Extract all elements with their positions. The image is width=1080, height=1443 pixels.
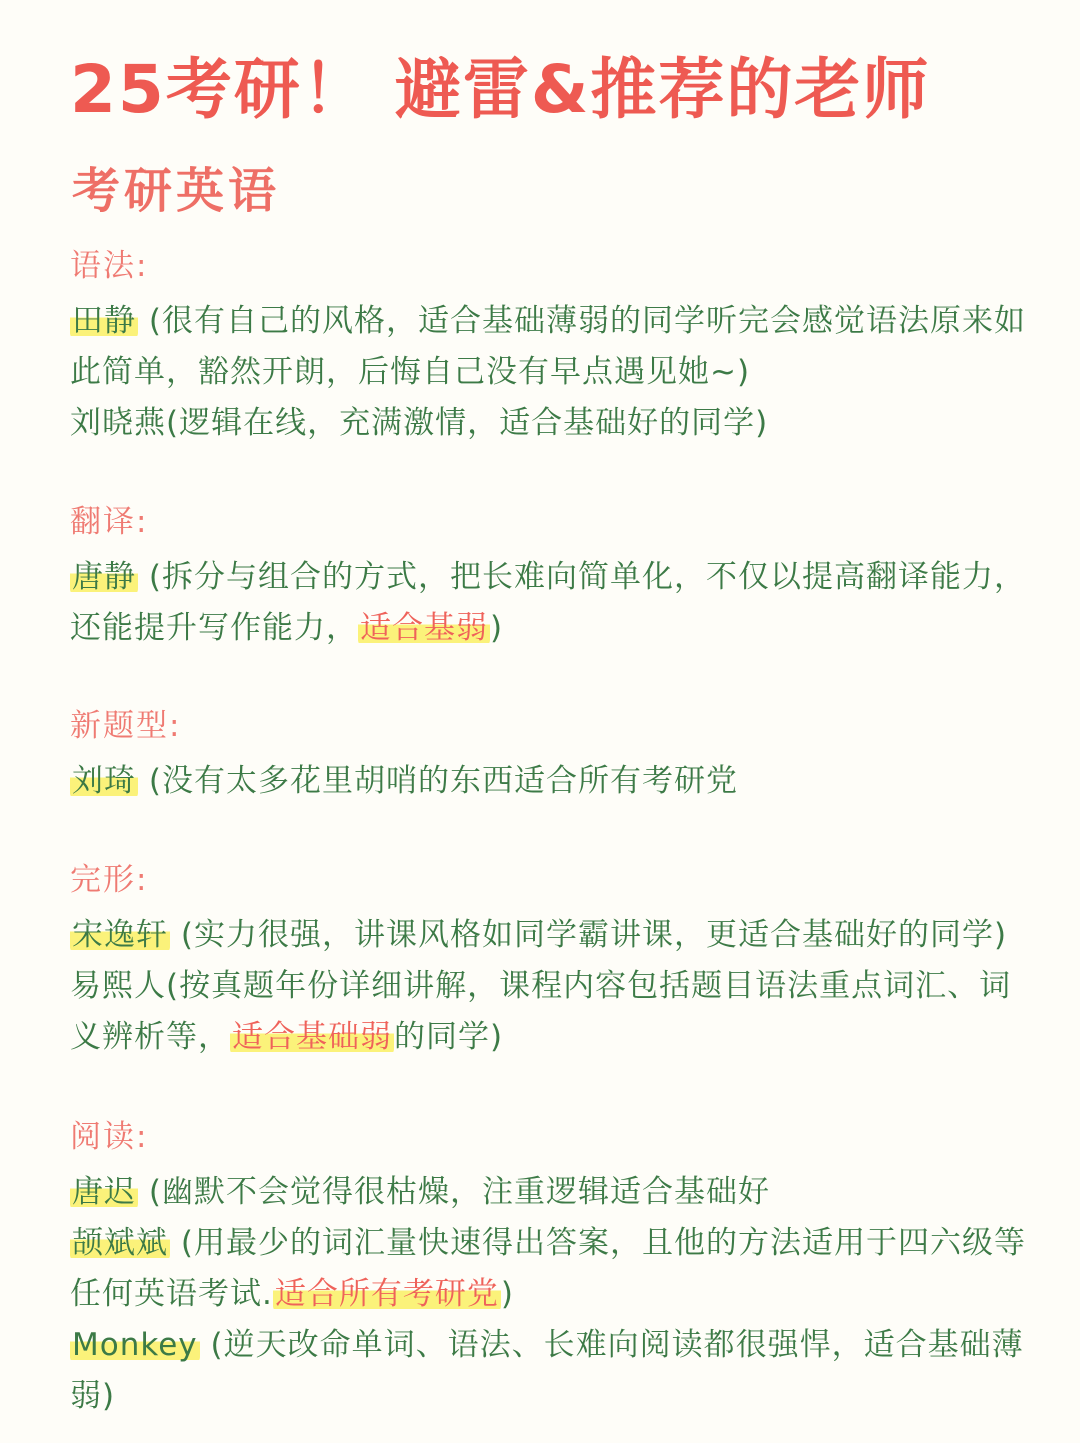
teacher-name: 刘琦 xyxy=(72,763,136,799)
teacher-name: 颉斌斌 xyxy=(72,1225,168,1261)
section-new-type xyxy=(70,704,1035,807)
teacher-comment: (用最少的词汇量快速得出答案，且他的方法适用于四六级等任何英语考试. xyxy=(70,1225,1026,1312)
section-translation xyxy=(70,500,1035,654)
teacher-entry xyxy=(70,296,1035,398)
highlight-tag: 适合所有考研党 xyxy=(274,1276,499,1312)
teacher-entry xyxy=(70,1218,1035,1320)
teacher-entry xyxy=(70,1167,1035,1218)
teacher-name: 唐静 xyxy=(72,559,136,595)
subject-title: 考研英语 xyxy=(72,163,281,219)
teacher-entry xyxy=(70,910,1035,1063)
page-title: 25考研！ 避雷&推荐的老师 xyxy=(70,51,931,128)
section-reading xyxy=(70,1115,1035,1422)
section-heading: 新题型: xyxy=(70,708,182,744)
teacher-entry xyxy=(70,756,1035,807)
teacher-entry xyxy=(70,552,1035,654)
section-cloze xyxy=(70,858,1035,1063)
teacher-name: 宋逸轩 xyxy=(72,917,168,953)
highlight-tag: 适合基础弱 xyxy=(232,1019,392,1055)
section-heading: 完形: xyxy=(70,862,149,898)
teacher-comment: (实力很强，讲课风格如同学霸讲课，更适合基础好的同学)易熙人(按真题年份详细讲解，课程内容包括题目语法重点词汇、词义辨析等， xyxy=(70,917,1012,1055)
section-heading: 翻译: xyxy=(70,504,149,540)
section-heading: 语法: xyxy=(70,248,149,284)
teacher-name: Monkey xyxy=(72,1327,198,1363)
section-grammar xyxy=(70,244,1035,449)
teacher-comment-end: ) xyxy=(490,610,504,646)
teacher-comment-end: 的同学) xyxy=(394,1019,504,1055)
teacher-comment: 刘晓燕(逻辑在线，充满激情，适合基础好的同学) xyxy=(70,405,769,441)
teacher-comment: (逆天改命单词、语法、长难向阅读都很强悍，适合基础薄弱) xyxy=(70,1327,1024,1414)
teacher-comment-end: ) xyxy=(500,1276,514,1312)
teacher-name: 唐迟 xyxy=(72,1174,136,1210)
teacher-comment: (拆分与组合的方式，把长难向简单化，不仅以提高翻译能力，还能提升写作能力， xyxy=(70,559,1026,646)
section-heading: 阅读: xyxy=(70,1119,149,1155)
teacher-entry xyxy=(70,398,1035,449)
teacher-name: 田静 xyxy=(72,303,136,339)
teacher-comment: (没有太多花里胡哨的东西适合所有考研党 xyxy=(138,763,738,799)
teacher-entry xyxy=(70,1320,1035,1422)
teacher-comment: (很有自己的风格，适合基础薄弱的同学听完会感觉语法原来如此简单，豁然开朗，后悔自己没有早点遇见她~) xyxy=(70,303,1026,390)
highlight-tag: 适合基弱 xyxy=(360,610,488,646)
teacher-comment: (幽默不会觉得很枯燥，注重逻辑适合基础好 xyxy=(138,1174,770,1210)
